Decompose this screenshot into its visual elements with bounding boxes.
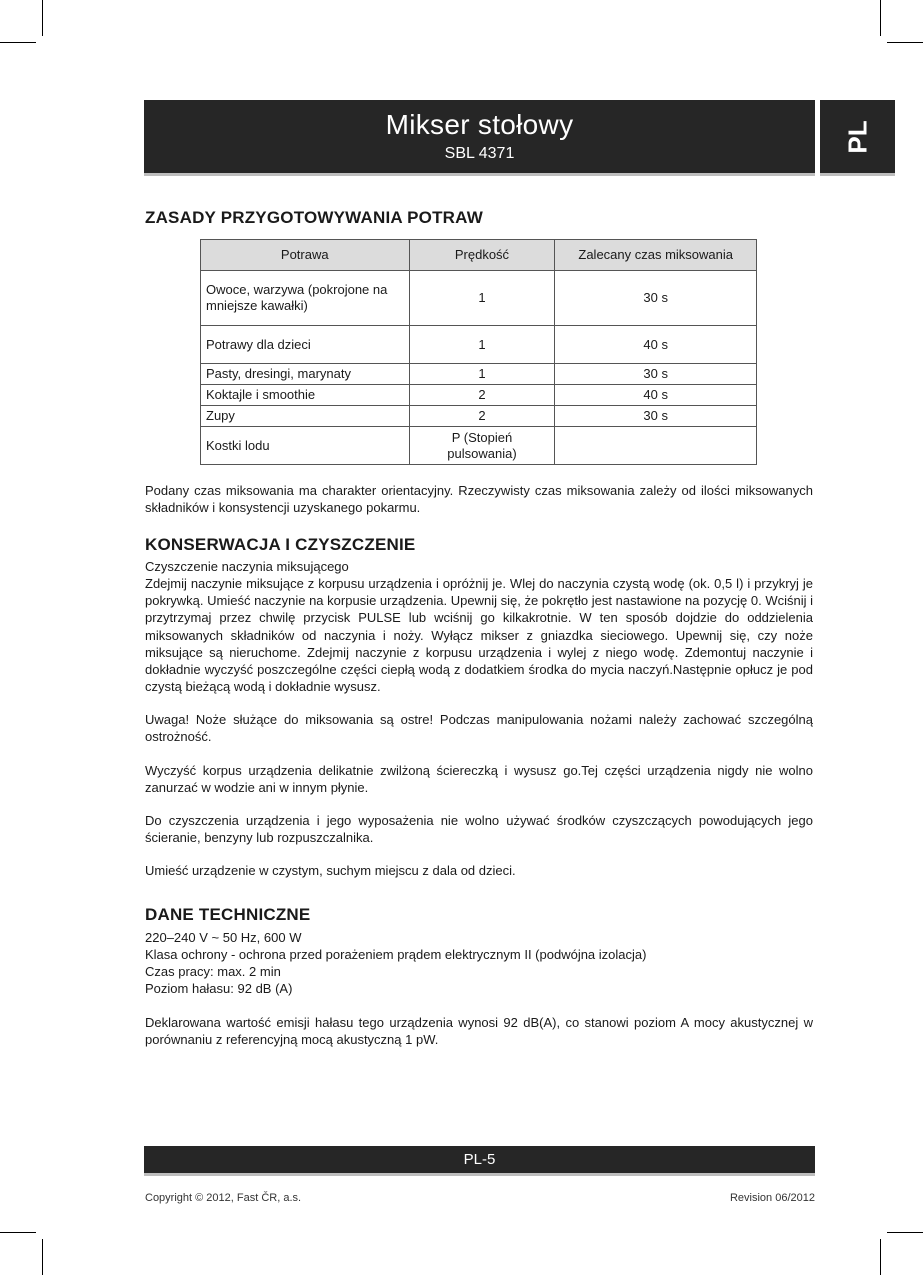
table-cell: 2 bbox=[409, 385, 555, 406]
table-row bbox=[201, 427, 757, 465]
cleaning-paragraph: Wyczyść korpus urządzenia delikatnie zwilżoną ściereczką i wysusz go.Tej części urządzenia nigdy nie wolno zanurzać w wodzie ani w innym płynie. bbox=[145, 763, 813, 796]
table-header-row bbox=[201, 240, 757, 271]
crop-mark bbox=[42, 0, 43, 36]
table-header-cell: Potrawa bbox=[201, 240, 410, 271]
warning-paragraph: Uwaga! Noże służące do miksowania są ostre! Podczas manipulowania nożami należy zachować szczególną ostrożność. bbox=[145, 712, 813, 745]
revision-text: Revision 06/2012 bbox=[729, 1192, 815, 1204]
crop-mark bbox=[887, 42, 923, 43]
section-heading-cleaning: KONSERWACJA I CZYSZCZENIE bbox=[145, 535, 416, 554]
page-title: Mikser stołowy bbox=[385, 109, 574, 140]
cleaning-paragraph: Do czyszczenia urządzenia i jego wyposażenia nie wolno używać środków czyszczących powodujących jego ścieranie, benzyny lub rozpuszczalnika. bbox=[145, 813, 813, 846]
table-cell: 1 bbox=[409, 364, 555, 385]
tech-spec-line: Poziom hałasu: 92 dB (A) bbox=[145, 981, 293, 996]
tech-spec-line: Czas pracy: max. 2 min bbox=[145, 964, 281, 979]
table-cell: Koktajle i smoothie bbox=[201, 385, 410, 406]
tech-spec-line: Klasa ochrony - ochrona przed porażeniem prądem elektrycznym II (podwójna izolacja) bbox=[145, 947, 647, 962]
storage-paragraph: Umieść urządzenie w czystym, suchym miejscu z dala od dzieci. bbox=[145, 863, 516, 878]
table-cell: P (Stopień pulsowania) bbox=[409, 427, 555, 465]
table-cell: 40 s bbox=[555, 326, 757, 364]
section-heading-preparation: ZASADY PRZYGOTOWYWANIA POTRAW bbox=[145, 208, 483, 227]
crop-mark bbox=[0, 1232, 36, 1233]
table-row bbox=[201, 406, 757, 427]
tech-spec-line: 220–240 V ~ 50 Hz, 600 W bbox=[145, 930, 302, 945]
language-label: PL bbox=[842, 119, 872, 154]
copyright-text: Copyright © 2012, Fast ČR, a.s. bbox=[145, 1192, 302, 1204]
page-number: PL-5 bbox=[463, 1151, 496, 1168]
language-tab bbox=[820, 100, 895, 173]
table-row bbox=[201, 364, 757, 385]
table-row bbox=[201, 271, 757, 326]
table-cell: Pasty, dresingi, marynaty bbox=[201, 364, 410, 385]
table-cell: 30 s bbox=[555, 271, 757, 326]
table-cell: 30 s bbox=[555, 364, 757, 385]
table-cell: Owoce, warzywa (pokrojone na mniejsze kawałki) bbox=[201, 271, 410, 326]
table-row bbox=[201, 326, 757, 364]
crop-mark bbox=[887, 1232, 923, 1233]
crop-mark bbox=[880, 1239, 881, 1275]
table-cell: 30 s bbox=[555, 406, 757, 427]
header-bar bbox=[144, 100, 815, 173]
table-cell: Kostki lodu bbox=[201, 427, 410, 465]
cleaning-paragraph: Zdejmij naczynie miksujące z korpusu urządzenia i opróżnij je. Wlej do naczynia czystą wodę (ok. 0,5 l) i przykryj je pokrywką. Umieść naczynie na korpusie urządzenia. Upewnij się, że pokrętło jest nastawione na pozycję 0. Wciśnij i przytrzymaj przez chwilę przycisk PULSE lub wciśnij go kilkakrotnie. W ten sposób dojdzie do oddzielenia miksowanych składników od naczynia i noży. Wyłącz mikser z gniazdka sieciowego. Upewnij się, czy noże miksujące są nieruchome. Zdejmij naczynie z korpusu urządzenia i wylej z niego wodę. Zdemontuj naczynie i dokładnie wyczyść poszczególne części ciepłą wodą z dodatkiem środka do mycia naczyń.Następnie opłucz je pod czystą bieżącą wodą i dokładnie wysusz. bbox=[145, 576, 813, 695]
section-heading-technical: DANE TECHNICZNE bbox=[145, 905, 311, 924]
crop-mark bbox=[0, 42, 36, 43]
table-header-cell: Prędkość bbox=[409, 240, 555, 271]
footer-bar bbox=[144, 1146, 815, 1173]
table-cell: 1 bbox=[409, 326, 555, 364]
cleaning-subheading: Czyszczenie naczynia miksującego bbox=[145, 559, 349, 574]
crop-mark bbox=[880, 0, 881, 36]
table-cell bbox=[555, 427, 757, 465]
table-cell: Potrawy dla dzieci bbox=[201, 326, 410, 364]
table-header-cell: Zalecany czas miksowania bbox=[555, 240, 757, 271]
model-number: SBL 4371 bbox=[444, 145, 515, 162]
prep-note: Podany czas miksowania ma charakter orientacyjny. Rzeczywisty czas miksowania zależy od ilości miksowanych składników i konsystencji uzyskanego pokarmu. bbox=[145, 483, 813, 516]
table-cell: Zupy bbox=[201, 406, 410, 427]
table-cell: 2 bbox=[409, 406, 555, 427]
table-cell: 1 bbox=[409, 271, 555, 326]
table-row bbox=[201, 385, 757, 406]
preparation-table bbox=[200, 239, 757, 465]
crop-mark bbox=[42, 1239, 43, 1275]
table-cell: 40 s bbox=[555, 385, 757, 406]
noise-note: Deklarowana wartość emisji hałasu tego urządzenia wynosi 92 dB(A), co stanowi poziom A mocy akustycznej w porównaniu z referencyjną mocą akustyczną 1 pW. bbox=[145, 1015, 813, 1048]
